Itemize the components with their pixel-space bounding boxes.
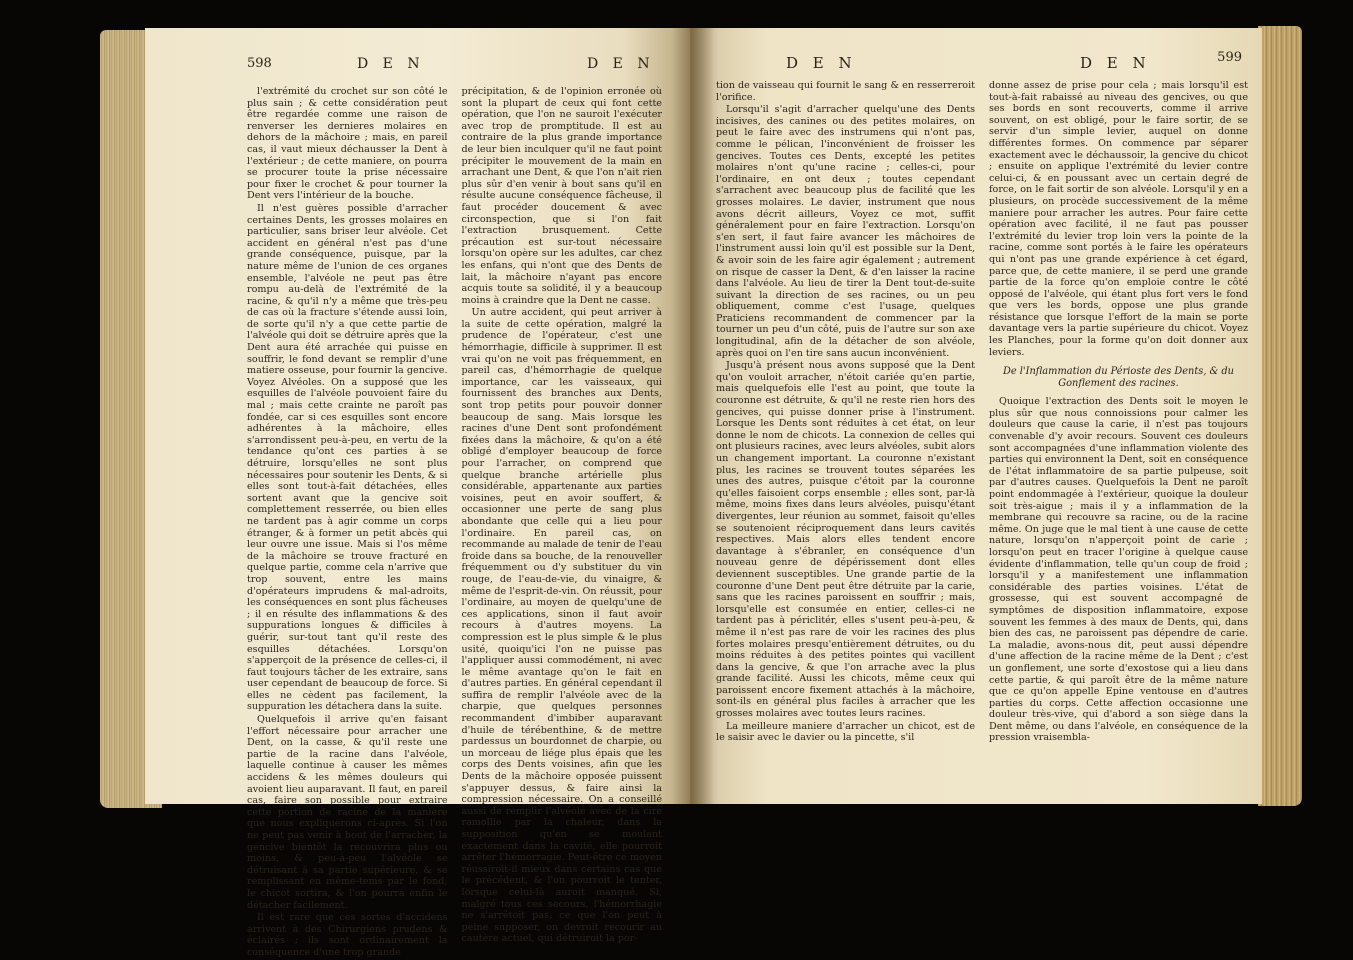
paragraph: Il est rare que ces sortes d'accidens arrivent à des Chirurgiens prudens & éclairés ; ils sont ordinairement la conséquence d'une trop grande [247,912,448,958]
paragraph: Lorsqu'il s'agit d'arracher quelqu'une des Dents incisives, des canines ou des petites molaires, on peut le faire avec des instrumens qui n'ont pas, comme le pélican, l'inconvénient de froisser les gencives. Toutes ces Dents, excepté les petites molaires n'ont qu'une racine ; celles-ci, pour l'ordinaire, en ont deux ; toutes cependant s'arrachent avec beaucoup plus de facilité que les grosses molaires. Le davier, instrument que nous avons décrit ailleurs, Voyez ce mot, suffit généralement pour en faire l'extraction. Lorsqu'on s'en sert, il faut faire avancer les mâchoires de l'instrument aussi loin qu'il est possible sur la Dent, & avoir soin de les faire agir également ; autrement on risque de casser la Dent, & d'en laisser la racine dans l'alvéole. Au lieu de tirer la Dent tout-de-suite suivant la direction de ses racines, ou un peu obliquement, comme c'est l'usage, quelques Praticiens recommandent de commencer par la tourner un peu d'un côté, puis de l'autre sur son axe longitudinal, afin de la détacher de son alvéole, après quoi on l'en tire sans aucun inconvénient. [716,104,975,359]
left-page-column-2 [462,86,663,960]
right-page-number: 599 [1217,50,1242,65]
left-page-number: 598 [247,56,272,71]
left-page-column-1 [247,86,448,960]
right-page [690,28,1262,804]
paragraph: La meilleure maniere d'arracher un chicot, est de le saisir avec le davier ou la pincette, s'il [716,720,975,744]
paragraph: l'extrémité du crochet sur son côté le plus sain ; & cette considération peut être regardée comme une raison de renverser les dernieres molaires en dehors de la mâchoire ; mais, en pareil cas, il vaut mieux déchausser la Dent à l'extérieur ; de cette maniere, on pourra se procurer toute la prise nécessaire pour fixer le crochet & pour tourner la Dent vers l'intérieur de la bouche. [247,86,448,202]
paragraph: donne assez de prise pour cela ; mais lorsqu'il est tout-à-fait rabaissé au niveau des gencives, ou que ses bords en sont recouverts, comme il arrive souvent, on est obligé, pour le faire sortir, de se servir d'un simple levier, auquel on donne différentes formes. On commence par séparer exactement avec le déchaussoir, la gencive du chicot ; ensuite on applique l'extrémité du levier contre celui-ci, & en poussant avec un certain degré de force, on le fait sortir de son alvéole. Lorsqu'il y en a plusieurs, on procède successivement de la même maniere pour arracher les autres. Pour faire cette opération avec facilité, il ne faut pas pousser l'extrémité du levier trop loin vers la pointe de la racine, comme sont portés à le faire les opérateurs qui n'ont pas une grande expérience à cet égard, parce que, de cette maniere, il se perd une grande partie de la force qu'on emploie contre le côté opposé de l'alvéole, qui étant plus fort vers le fond que vers les bords, oppose une plus grande résistance que lorsque l'effort de la main se porte davantage vers la partie supérieure du chicot. Voyez les Planches, pour la forme qu'on doit donner aux leviers. [989,80,1248,358]
right-running-head-2: D E N [1080,54,1151,72]
paragraph: Jusqu'à présent nous avons supposé que la Dent qu'on vouloit arracher, n'étoit cariée qu'en partie, mais quelquefois elle l'est au point, que toute la couronne est détruite, & qu'il ne reste rien hors des gencives, qui puisse donner prise à l'instrument. Lorsque les Dents sont réduites à cet état, on leur donne le nom de chicots. La connexion de celles qui ont plusieurs racines, avec leurs alvéoles, subit alors un changement important. La couronne n'existant plus, les racines se trouvent toutes séparées les unes des autres, puisque c'étoit par la couronne qu'elles faisoient corps ensemble ; elles sont, par-là même, moins fixes dans leurs alvéoles, puisqu'étant divergentes, leur réunion au sommet, faisoit qu'elles se soutenoient réciproquement dans leurs cavités respectives. Mais alors elles tendent encore davantage à s'ébranler, en conséquence d'un nouveau genre de dépérissement dont elles deviennent susceptibles. Une grande partie de la couronne d'une Dent peut être détruite par la carie, sans que les racines paroissent en souffrir ; mais, lorsqu'elle est consumée en entier, celles-ci ne tardent pas à périclitér, elles s'usent peu-à-peu, & même il n'est pas rare de voir les racines des plus fortes molaires presqu'entièrement détruites, ou du moins réduites à des petites pointes qui vacillent dans la gencive, & que l'on arrache avec la plus grande facilité. Aussi les chicots, même ceux qui paroissent encore fixement attachés à la mâchoire, sont-ils en général plus faciles à arracher que les grosses molaires avec toutes leurs racines. [716,360,975,720]
paragraph: Il n'est guères possible d'arracher certaines Dents, les grosses molaires en particulier, sans briser leur alvéole. Cet accident en général n'est pas d'une grande conséquence, puisque, par la nature même de l'union de ces organes ensemble, l'alvéole ne peut pas être rompu au-delà de l'extrémité de la racine, & qu'il n'y a même que très-peu de cas où la fracture s'étende aussi loin, de sorte qu'il n'y a que cette partie de l'alvéole qui doit se détruire après que la Dent aura été arrachée qui puisse en souffrir, le fond devant se remplir d'une matiere osseuse, pour fournir la gencive. Voyez Alvéoles. On a supposé que les esquilles de l'alvéole pouvoient faire du mal ; mais cette crainte ne paroît pas fondée, car si ces esquilles sont encore adhérentes à la mâchoire, elles s'arrondissent peu-à-peu, en vertu de la tendance qu'ont ces parties à se détruire, lorsqu'elles ne sont plus nécessaires pour soutenir les Dents, & si elles sont tout-à-fait détachées, elles sortent avant que la gencive soit complettement resserrée, ou bien elles ne tardent pas à agir comme un corps étranger, & à former un petit abcès qui leur ouvre une issue. Mais si l'os même de la mâchoire se trouve fracturé en quelque partie, comme cela n'arrive que trop souvent, entre les mains d'opérateurs imprudens & mal-adroits, les conséquences en sont plus fâcheuses ; il en résulte des inflammations & des suppurations longues & difficiles à guérir, sur-tout tant qu'il reste des esquilles détachées. Lorsqu'on s'apperçoit de la présence de celles-ci, il faut toujours tâcher de les extraire, sans user cependant de beaucoup de force. Si elles ne cèdent pas facilement, la suppuration les détachera dans la suite. [247,202,448,713]
left-running-head-2: D E N [587,56,655,72]
right-page-column-1 [716,80,975,745]
right-page-column-2 [989,80,1248,745]
left-running-head: D E N [357,56,425,72]
left-page [145,28,690,958]
left-page-header [247,56,662,78]
right-running-head: D E N [786,54,857,72]
right-page-header [716,50,1248,72]
section-heading: De l'Inflammation du Périoste des Dents, & du Gonflement des racines. [1003,366,1234,390]
paragraph: Un autre accident, qui peut arriver à la suite de cette opération, malgré la prudence de l'opérateur, c'est une hémorrhagie, difficile à supprimer. Il est vrai qu'on ne voit pas fréquemment, en pareil cas, d'hémorrhagie de quelque importance, car les vaisseaux, qui fournissent des branches aux Dents, sont trop petits pour pouvoir donner beaucoup de sang. Mais lorsque les racines d'une Dent sont profondément fixées dans la mâchoire, & qu'on a été obligé d'employer beaucoup de force pour l'arracher, on comprend que quelque branche artérielle plus considérable, appartenante aux parties voisines, peut en avoir souffert, & occasionner une perte de sang plus abondante que celle qui a lieu pour l'ordinaire. En pareil cas, on recommande au malade de tenir de l'eau froide dans sa bouche, de la renouveller fréquemment ou d'y substituer du vin rouge, de l'eau-de-vie, du vinaigre, & même de l'esprit-de-vin. On réussit, pour l'ordinaire, au moyen de quelqu'une de ces applications, sinon il faut avoir recours à d'autres moyens. La compression est le plus simple & le plus usité, quoiqu'ici l'on ne puisse pas l'appliquer aussi commodément, ni avec le même avantage qu'on le fait en d'autres parties. En général cependant il suffira de remplir l'alvéole avec de la charpie, que quelques personnes recommandent d'imbiber auparavant d'huile de térébenthine, & de mettre pardessus un bourdonnet de charpie, ou un morceau de liége plus épais que les corps des Dents voisines, afin que les Dents de la mâchoire opposée puissent s'appuyer dessus, & faire ainsi la compression nécessaire. On a conseillé aussi de remplir l'alvéole avec de la cire ramollie par la chaleur, dans la supposition qu'en se moulant exactement dans la cavité, elle pourroit arrêter l'hémorragie. Peut-être ce moyen réussiroit-il mieux dans certains cas que le précédent, & l'on pourroit le tenter, lorsque celui-là auroit manqué. Si, malgré tous ces secours, l'hémorrhagie ne s'arrêtoit pas, ce que l'on peut à peine supposer, on devroit recourir au cautère actuel, qui détruiroit la por- [461,307,662,945]
paragraph: Quoique l'extraction des Dents soit le moyen le plus sûr que nous connoissions pour calmer les douleurs que cause la carie, il n'est pas toujours convenable d'y avoir recours. Souvent ces douleurs sont accompagnées d'une inflammation violente des parties qui environnent la Dent, soit en conséquence de l'état inflammatoire de sa partie pulpeuse, soit par d'autres causes. Quelquefois la Dent ne paroît point endommagée à l'extérieur, quoique la douleur soit très-aigue ; mais il y a inflammation de la membrane qui recouvre sa racine, ou de la racine même. On juge que le mal tient à une cause de cette nature, lorsqu'on n'apperçoit point de carie ; lorsqu'on peut en tracer l'origine à quelque cause évidente d'inflammation, telle qu'un coup de froid ; lorsqu'il y a manifestement une inflammation considérable des parties voisines. L'état de grossesse, qui est souvent accompagné de symptômes de disposition inflammatoire, expose souvent les femmes à des maux de Dents, qui, dans bien des cas, ne paroissent pas dépendre de carie. La maladie, avons-nous dit, peut aussi dépendre d'une affection de la racine même de la Dent ; c'est un gonflement, une sorte d'exostose qui a lieu dans cette partie, & qui paroît être de la même nature que ce qu'on appelle Epine ventouse en d'autres parties du corps. Cette affection occasionne une douleur très-vive, qui d'abord a son siège dans la Dent même, ou dans l'alvéole, en conséquence de la pression vraisembla- [989,396,1248,744]
paragraph: précipitation, & de l'opinion erronée où sont la plupart de ceux qui font cette opération, que l'on ne sauroit l'exécuter avec trop de promptitude. Il est au contraire de la plus grande importance de leur bien inculquer qu'il ne faut point précipiter le mouvement de la main en arrachant une Dent, & que l'on n'ait rien plus sûr d'en venir à bout sans qu'il en résulte aucune conséquence fâcheuse, il faut procéder doucement & avec circonspection, que si l'on fait l'extraction brusquement. Cette précaution est sur-tout nécessaire lorsqu'on opère sur les adultes, car chez les enfans, qui n'ont que des Dents de lait, la mâchoire n'ayant pas encore acquis toute sa solidité, il y a beaucoup moins à craindre que la Dent ne casse. [461,86,662,306]
right-page-edges [1258,26,1302,806]
paragraph: Quelquefois il arrive qu'en faisant l'effort nécessaire pour arracher une Dent, on la casse, & qu'il reste une partie de la racine dans l'alvéole, laquelle continue à causer les mêmes accidens & les mêmes douleurs qui avoient lieu auparavant. Il faut, en pareil cas, faire son possible pour extraire cette portion de racine de la maniere que nous expliquerons ci-après. Si l'on ne peut pas venir à bout de l'arracher, la gencive bientôt la recouvrira plus ou moins, & peu-à-peu l'alvéole se détruisant à sa partie supérieure, & se remplissant en même-tems par le fond, le chicot sortira, & l'on pourra enfin le détacher facilement. [247,714,448,911]
paragraph: tion de vaisseau qui fournit le sang & en resserreroit l'orifice. [716,80,975,103]
